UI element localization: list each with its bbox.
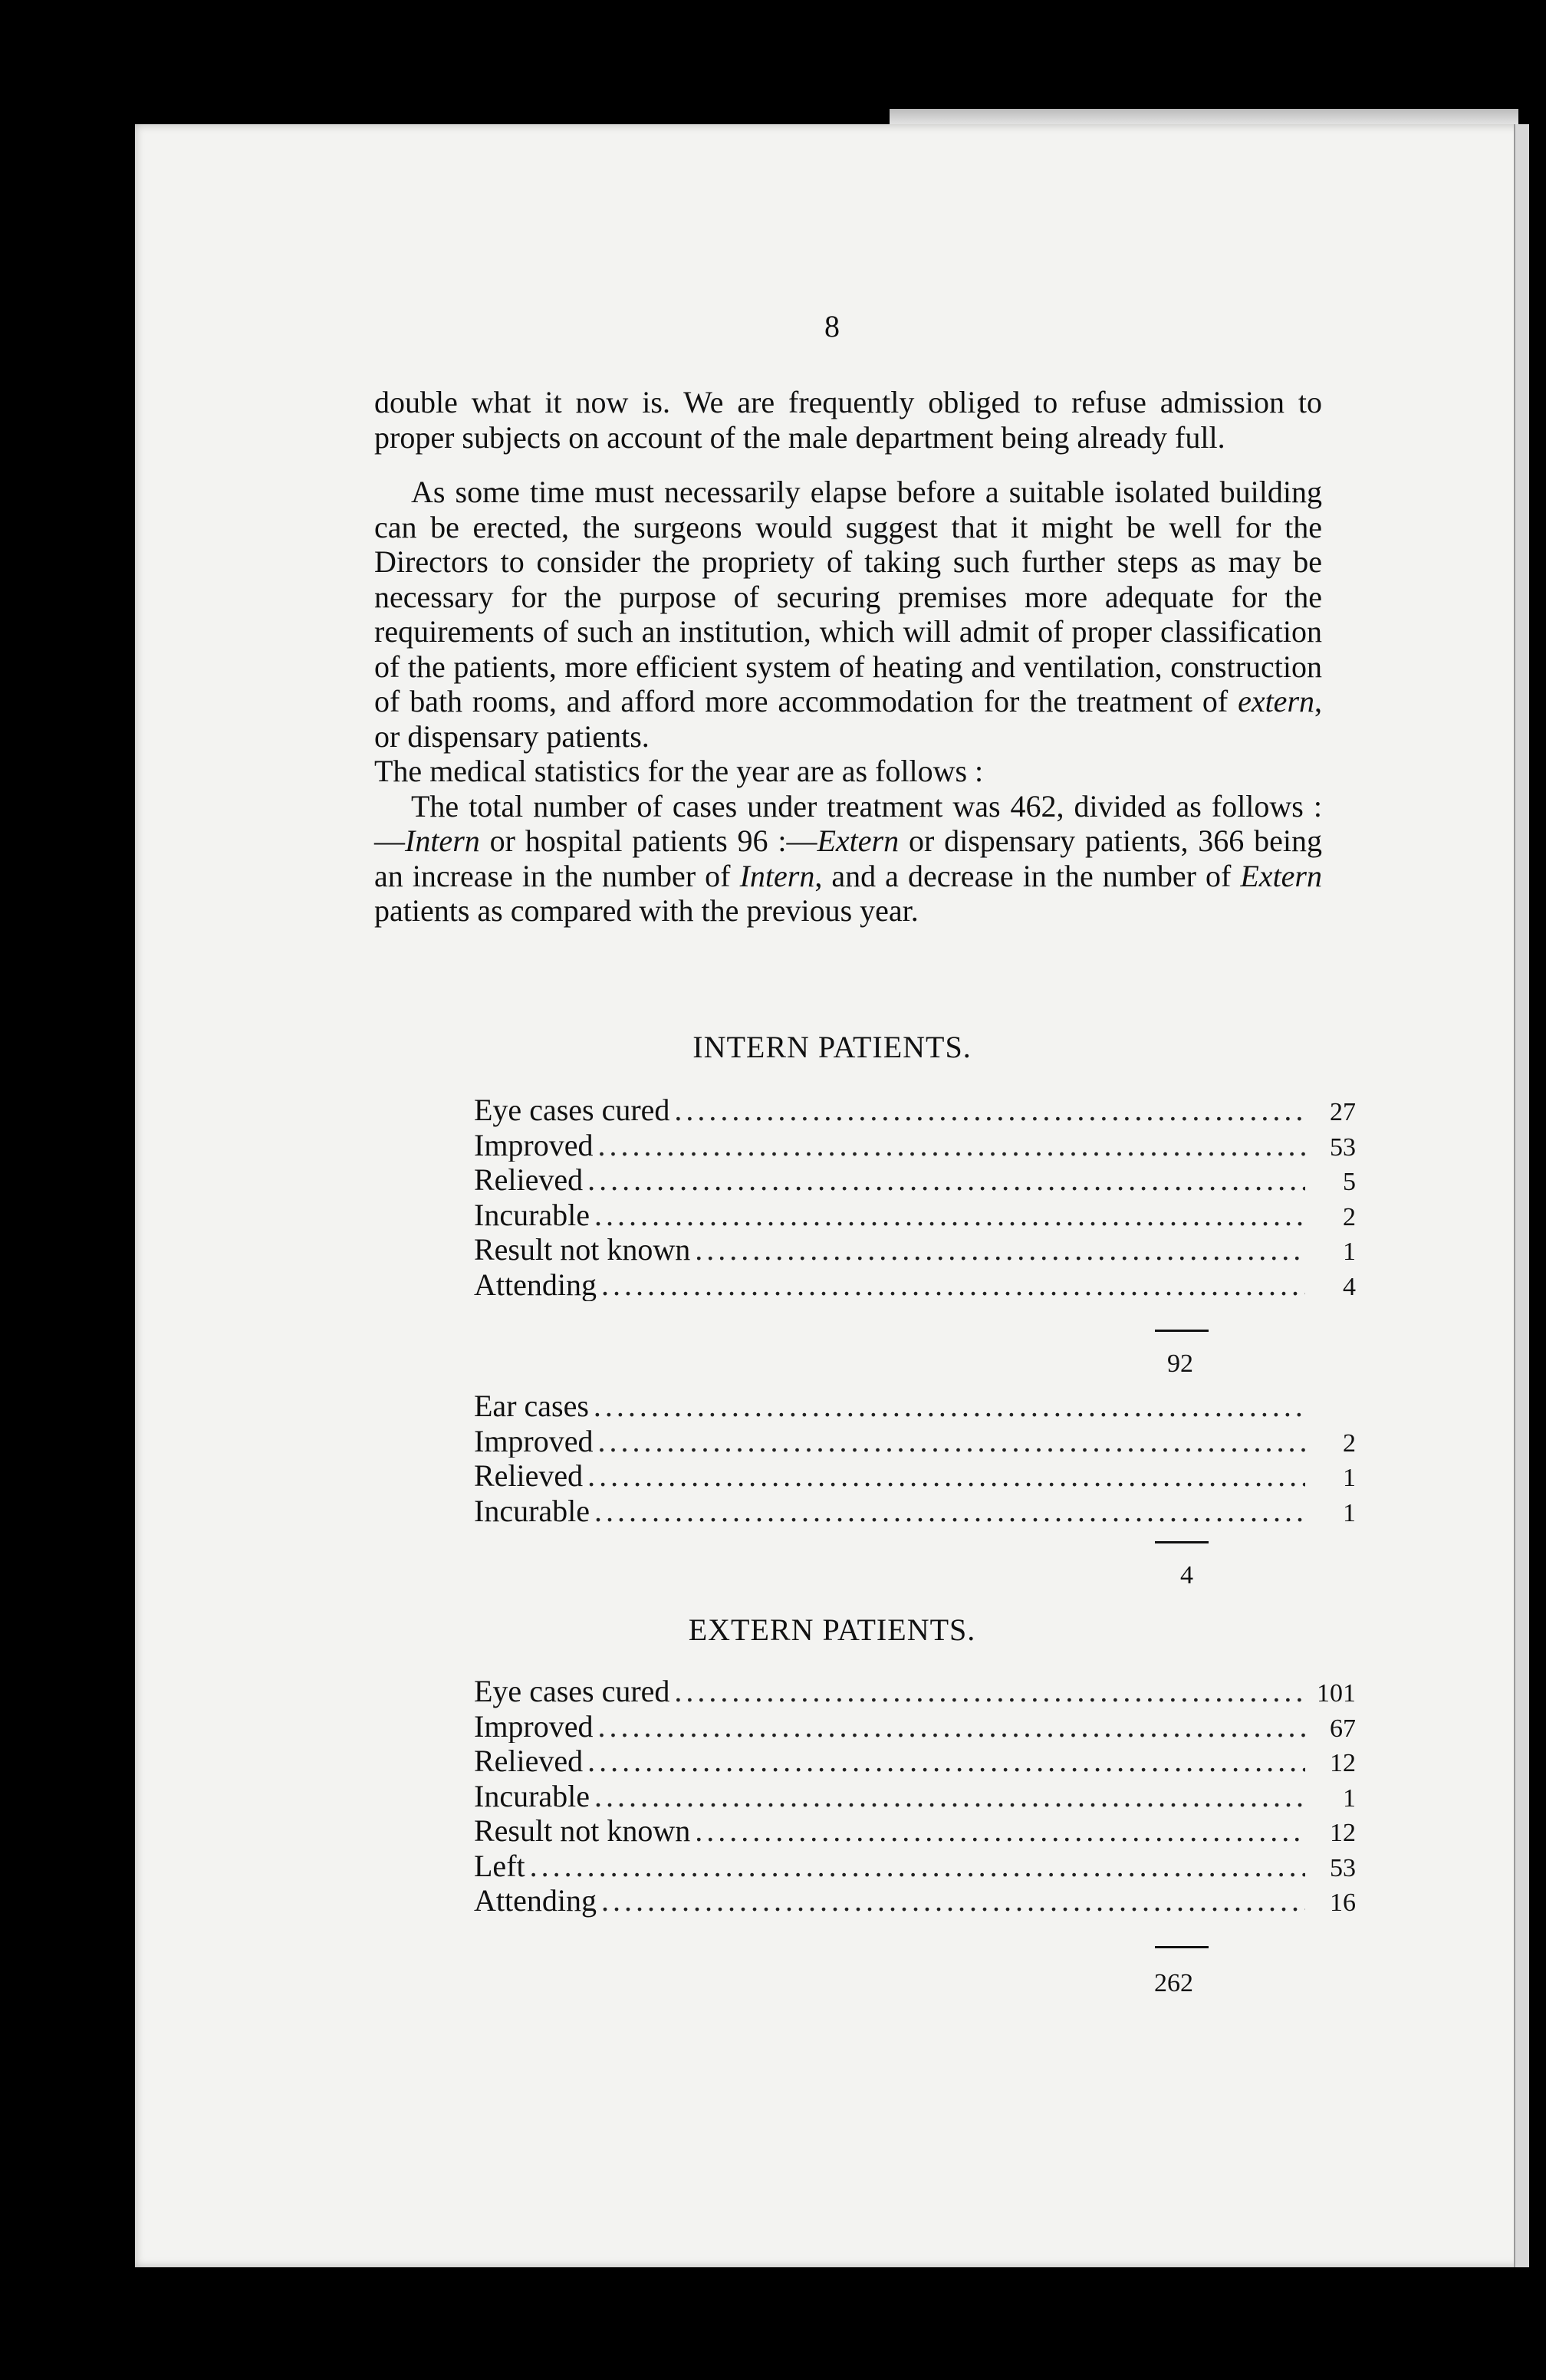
table-row: Improved ..... 53 <box>474 1127 1356 1162</box>
table-row: Improved ..... 67 <box>474 1708 1356 1744</box>
table-row: Improved ..... 2 <box>474 1423 1356 1458</box>
table-row: Attending ..... 16 <box>474 1882 1356 1918</box>
paragraph-2: As some time must necessarily elapse before a suitable isolated building can be erected, the surgeons would suggest that it might be well for the Directors to consider the propriety of taking such further steps as may be necessary for the purpose of securing premises more adequate for the requirements of such an institution, which will admit of proper classification of the patients, more efficient system of heating and ventilation, construction of bath rooms, and afford more accommodation for the treatment of extern, or dispensary patients. <box>374 475 1323 754</box>
intern-heading: INTERN PATIENTS. <box>692 1030 972 1064</box>
table-row: Result not known ..... 1 <box>474 1231 1356 1267</box>
paragraph-1: double what it now is. We are frequently obliged to refuse admission to proper subjects on account of the male department being already full. <box>374 385 1322 455</box>
intern-ear-total: 4 <box>1180 1561 1193 1589</box>
table-row: Relieved ..... 12 <box>474 1743 1356 1778</box>
extern-heading: EXTERN PATIENTS. <box>688 1612 976 1647</box>
table-row: Incurable ..... 1 <box>474 1778 1356 1813</box>
intern-ear-table <box>474 1388 1356 1527</box>
table-row: Relieved ..... 1 <box>474 1458 1356 1493</box>
intern-eye-table <box>474 1092 1356 1301</box>
table-row: Left ..... 53 <box>474 1848 1356 1883</box>
document-page <box>135 124 1529 2267</box>
page-edge <box>1514 124 1529 2267</box>
table-row: Relieved ..... 5 <box>474 1162 1356 1197</box>
table-row: Eye cases cured ..... 101 <box>474 1673 1356 1708</box>
sum-rule <box>1155 1541 1209 1543</box>
table-row: Incurable ..... 1 <box>474 1493 1356 1528</box>
table-row: Ear cases ..... <box>474 1388 1356 1423</box>
body-text <box>374 385 1322 929</box>
extern-eye-total: 262 <box>1154 1969 1193 1997</box>
page-number: 8 <box>824 309 840 344</box>
table-row: Attending ..... 4 <box>474 1267 1356 1302</box>
sum-rule <box>1155 1946 1209 1948</box>
table-row: Result not known ..... 12 <box>474 1813 1356 1848</box>
intern-eye-total: 92 <box>1167 1349 1193 1378</box>
paragraph-4: The total number of cases under treatment was 462, divided as follows :—Intern or hospital patients 96 :—Extern or dispensary patients, 366 being an increase in the number of Intern, and a decrease in the number of Extern patients as compared with the previous year. <box>374 788 1322 928</box>
sum-rule <box>1155 1330 1209 1332</box>
paragraph-3: The medical statistics for the year are as follows : <box>374 754 984 788</box>
extern-eye-table <box>474 1673 1356 1918</box>
table-row: Incurable ..... 2 <box>474 1197 1356 1232</box>
table-row: Eye cases cured ..... 27 <box>474 1092 1356 1127</box>
